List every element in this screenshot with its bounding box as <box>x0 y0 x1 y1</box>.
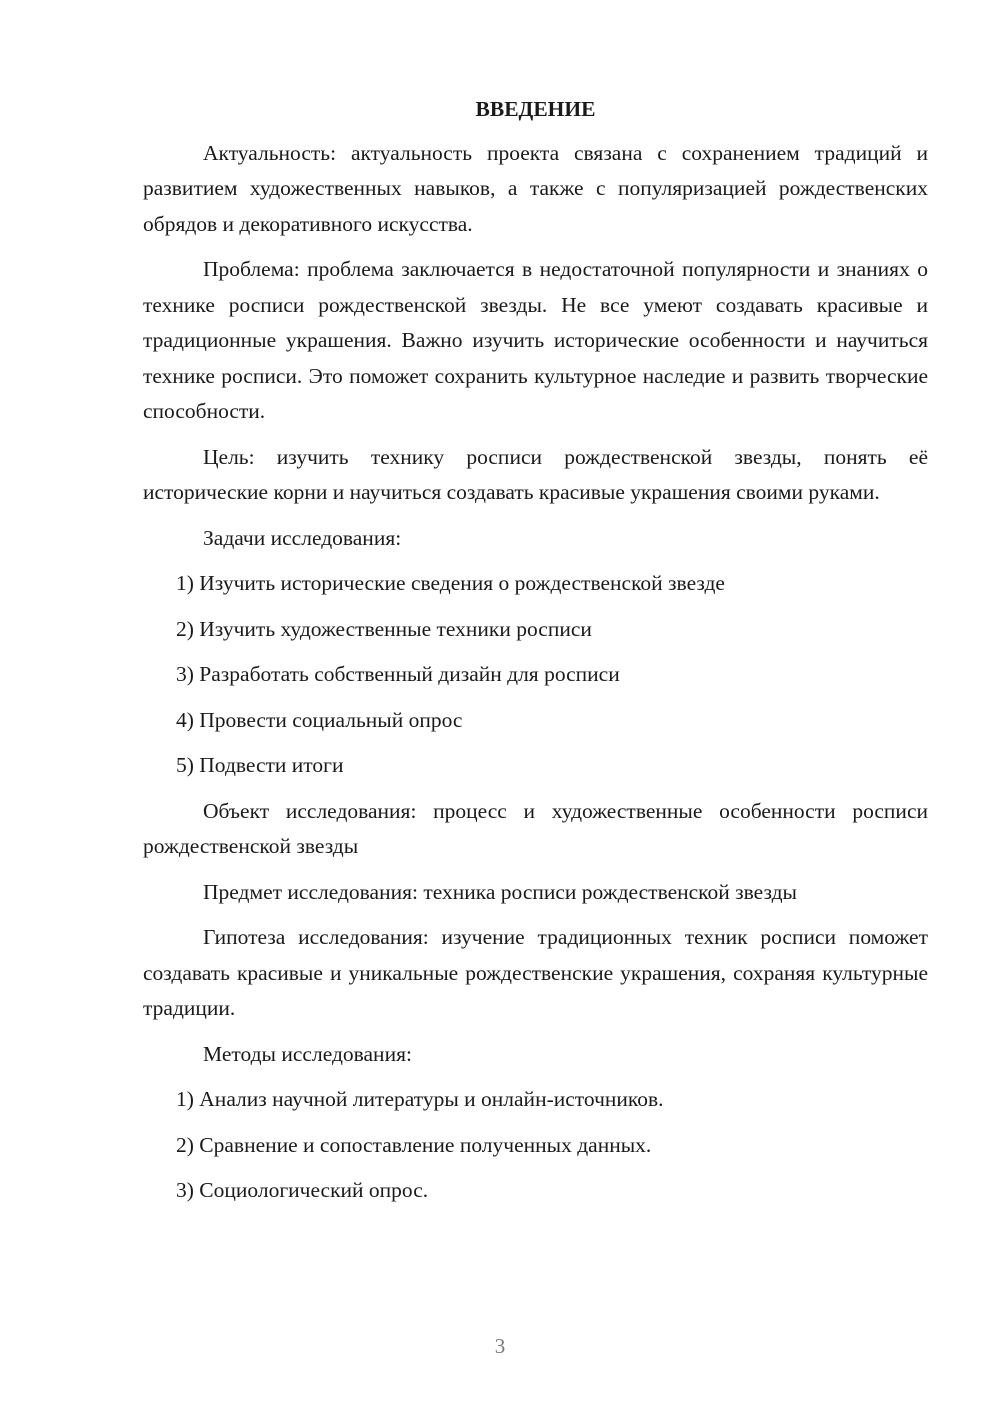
task-item: 2) Изучить художественные техники росписи <box>176 616 592 641</box>
task-item: 3) Разработать собственный дизайн для росписи <box>176 662 620 686</box>
page-content <box>143 92 928 1219</box>
subject-paragraph: Предмет исследования: техника росписи рождественской звезды <box>203 879 797 904</box>
problem-paragraph: Проблема: проблема заключается в недостаточной популярности и знаниях о технике росписи рождественской звезды. Не все умеют создавать красивые и традиционные украшения. Важно изучить исторические особенности и научиться технике росписи. Это поможет сохранить культурное наследие и развить творческие способности. <box>143 257 928 423</box>
object-paragraph: Объект исследования: процесс и художественные особенности росписи рождественской звезды <box>143 798 928 858</box>
method-item: 1) Анализ научной литературы и онлайн-источников. <box>176 1087 664 1111</box>
task-item: 5) Подвести итоги <box>176 753 344 777</box>
method-item: 2) Сравнение и сопоставление полученных данных. <box>176 1132 652 1157</box>
page-number: 3 <box>494 1334 506 1358</box>
goal-paragraph: Цель: изучить технику росписи рождественской звезды, понять её исторические корни и научиться создавать красивые украшения своими руками. <box>143 444 928 504</box>
task-item: 4) Провести социальный опрос <box>176 707 463 732</box>
relevance-paragraph: Актуальность: актуальность проекта связана с сохранением традиций и развитием художественных навыков, а также с популяризацией рождественских обрядов и декоративного искусства. <box>143 140 928 236</box>
methods-heading: Методы исследования: <box>203 1041 412 1066</box>
tasks-heading: Задачи исследования: <box>203 525 402 550</box>
section-title: ВВЕДЕНИЕ <box>475 97 596 121</box>
task-item: 1) Изучить исторические сведения о рождественской звезде <box>176 571 725 595</box>
hypothesis-paragraph: Гипотеза исследования: изучение традиционных техник росписи поможет создавать красивые и уникальные рождественские украшения, сохраняя культурные традиции. <box>143 925 928 1020</box>
method-item: 3) Социологический опрос. <box>176 1178 429 1202</box>
